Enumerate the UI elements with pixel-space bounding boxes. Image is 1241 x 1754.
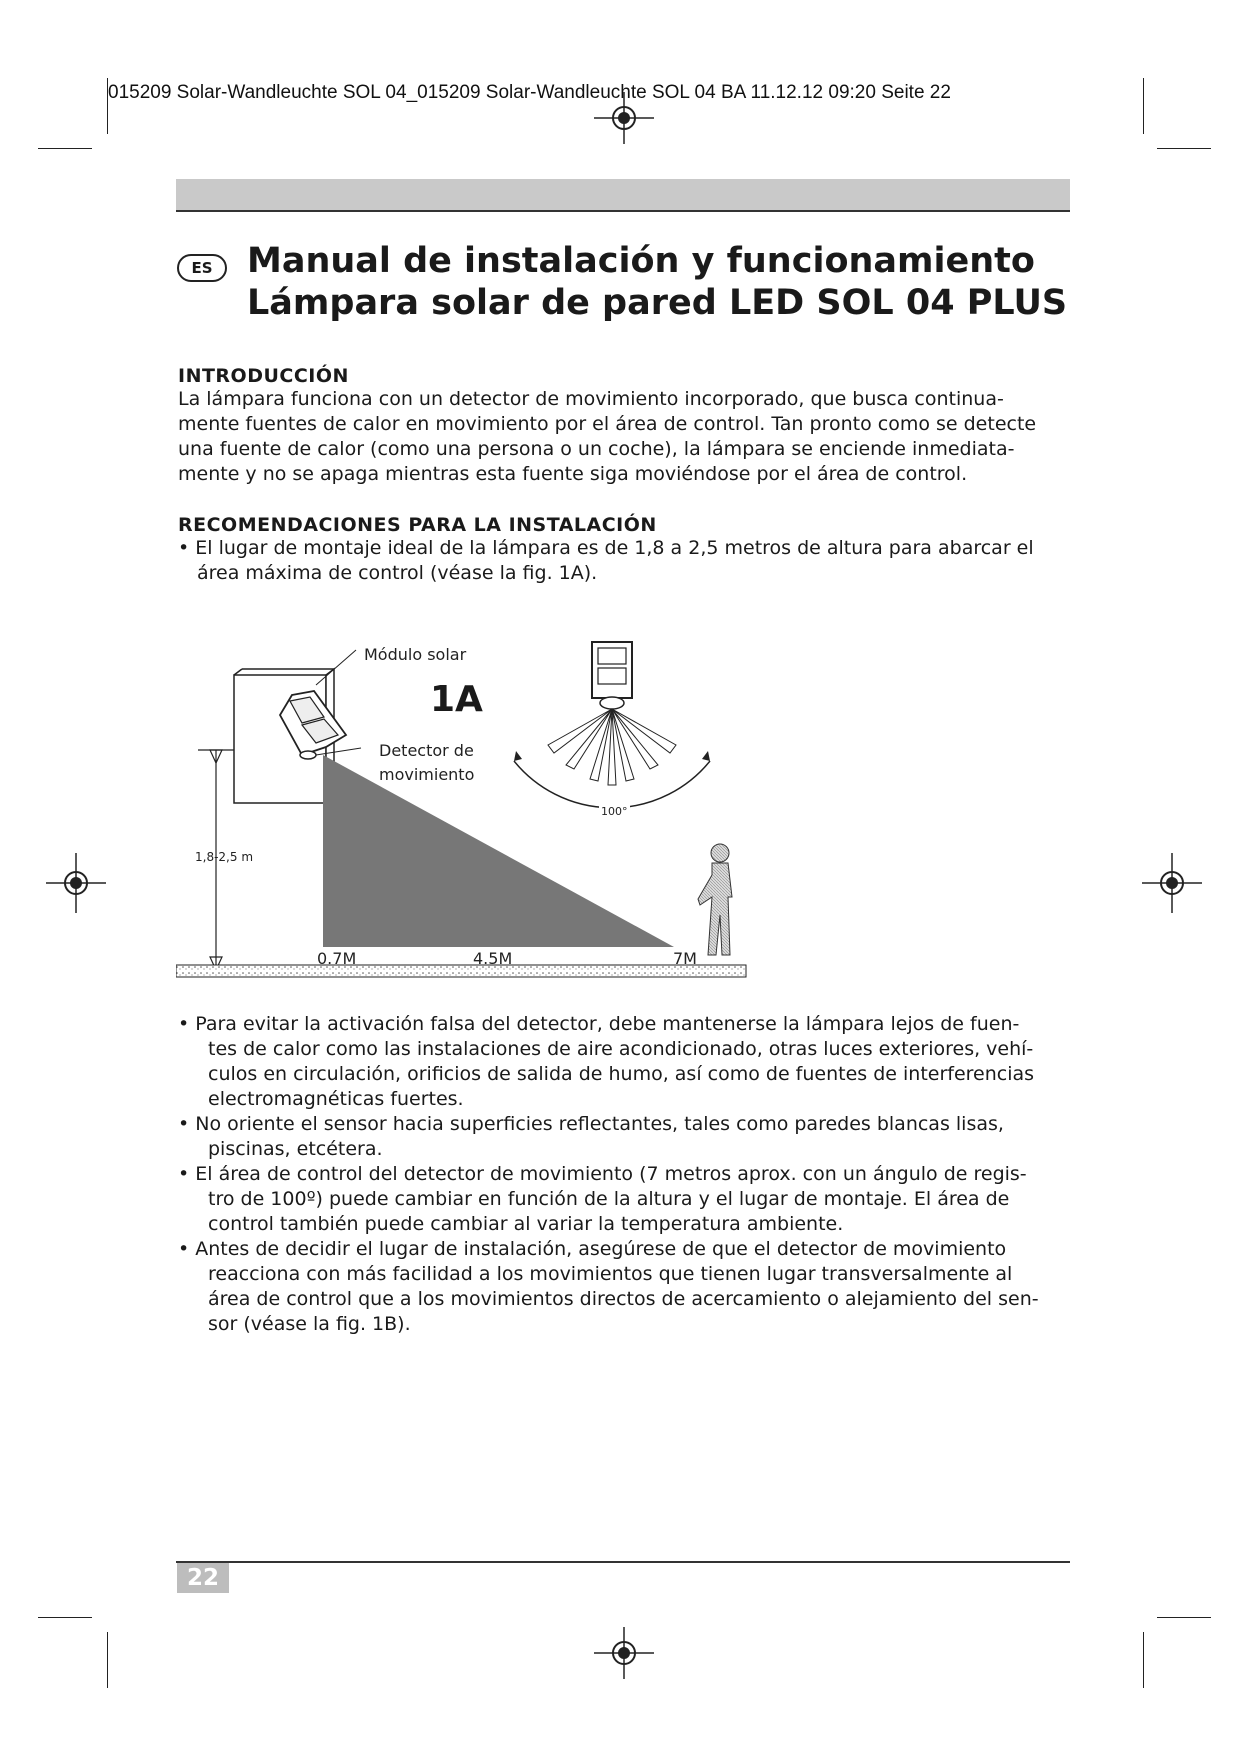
text-line: piscinas, etcétera. [208, 1138, 383, 1160]
intro-heading: INTRODUCCIÓN [178, 365, 349, 387]
intro-section [178, 365, 1078, 487]
crop-mark [107, 1632, 108, 1688]
text-line: reacciona con más facilidad a los movimientos que tienen lugar transversalmente al [208, 1263, 1013, 1285]
angle-label: 100° [601, 805, 628, 818]
ground [176, 965, 746, 977]
detector-label-2: movimiento [379, 765, 475, 784]
bullet-item [178, 1162, 1078, 1237]
crop-mark [1143, 78, 1144, 134]
page-number: 22 [177, 1563, 229, 1593]
text-line: área máxima de control (véase la fig. 1A). [197, 562, 598, 584]
text-line: • El área de control del detector de movimiento (7 metros aprox. con un ángulo de regis- [178, 1163, 1027, 1185]
title-line-1: Manual de instalación y funcionamiento [247, 241, 1035, 281]
detection-area [323, 755, 674, 947]
crop-mark [1143, 1632, 1144, 1688]
text-line: La lámpara funciona con un detector de movimiento incorporado, que busca continua- [178, 388, 1004, 410]
text-line: • No oriente el sensor hacia superficies reflectantes, tales como paredes blancas lisas, [178, 1113, 1004, 1135]
figure-1a [176, 635, 756, 995]
text-line: electromagnéticas fuertes. [208, 1088, 464, 1110]
distance-label: 0.7M [317, 949, 357, 968]
height-label: 1,8-2,5 m [195, 850, 254, 864]
registration-mark-icon [46, 853, 106, 913]
recommendations-heading: RECOMENDACIONES PARA LA INSTALACIÓN [178, 514, 657, 536]
text-line: tes de calor como las instalaciones de aire acondicionado, otras luces exteriores, vehí- [208, 1038, 1034, 1060]
bullet-item [178, 1012, 1078, 1112]
print-slug: 015209 Solar-Wandleuchte SOL 04_015209 Solar-Wandleuchte SOL 04 BA 11.12.12 09:20 Seite 22 [108, 82, 951, 103]
page-title [247, 240, 1067, 324]
recommendations-section [178, 514, 1078, 586]
bullet-item [178, 536, 1078, 586]
person-figure [698, 844, 732, 955]
text-line: mente fuentes de calor en movimiento por el área de control. Tan pronto como se detecte [178, 413, 1037, 435]
registration-mark-icon [594, 88, 654, 148]
text-line: culos en circulación, orificios de salida de humo, así como de fuentes de interferencias [208, 1063, 1035, 1085]
crop-mark [1157, 148, 1211, 149]
text-line: área de control que a los movimientos directos de acercamiento o alejamiento del sen- [208, 1288, 1039, 1310]
crop-mark [1157, 1617, 1211, 1618]
registration-mark-icon [1142, 853, 1202, 913]
bullet-list [178, 1012, 1078, 1337]
language-badge: ES [177, 254, 227, 282]
crop-mark [38, 148, 92, 149]
distance-label: 4.5M [473, 949, 513, 968]
crop-mark [107, 78, 108, 134]
text-line: • Para evitar la activación falsa del detector, debe mantenerse la lámpara lejos de fuen- [178, 1013, 1020, 1035]
bullet-item [178, 1112, 1078, 1162]
text-line: • Antes de decidir el lugar de instalación, asegúrese de que el detector de movimiento [178, 1238, 1007, 1260]
footer-rule [176, 1561, 1070, 1563]
solar-module-label: Módulo solar [364, 645, 467, 664]
text-line: • El lugar de montaje ideal de la lámpara es de 1,8 a 2,5 metros de altura para abarcar el [178, 537, 1034, 559]
text-line: tro de 100º) puede cambiar en función de la altura y el lugar de montaje. El área de [208, 1188, 1010, 1210]
title-line-2: Lámpara solar de pared LED SOL 04 PLUS [247, 283, 1068, 323]
figure-id: 1A [430, 679, 483, 720]
header-bar [176, 179, 1070, 212]
text-line: una fuente de calor (como una persona o un coche), la lámpara se enciende inmediata- [178, 438, 1015, 460]
bullet-item [178, 1237, 1078, 1337]
distance-label: 7M [673, 949, 697, 968]
detector-label-1: Detector de [379, 741, 474, 760]
text-line: mente y no se apaga mientras esta fuente siga moviéndose por el área de control. [178, 463, 968, 485]
text-line: sor (véase la fig. 1B). [208, 1313, 411, 1335]
registration-mark-icon [594, 1623, 654, 1683]
crop-mark [38, 1617, 92, 1618]
text-line: control también puede cambiar al variar la temperatura ambiente. [208, 1213, 844, 1235]
intro-text [178, 387, 1078, 487]
